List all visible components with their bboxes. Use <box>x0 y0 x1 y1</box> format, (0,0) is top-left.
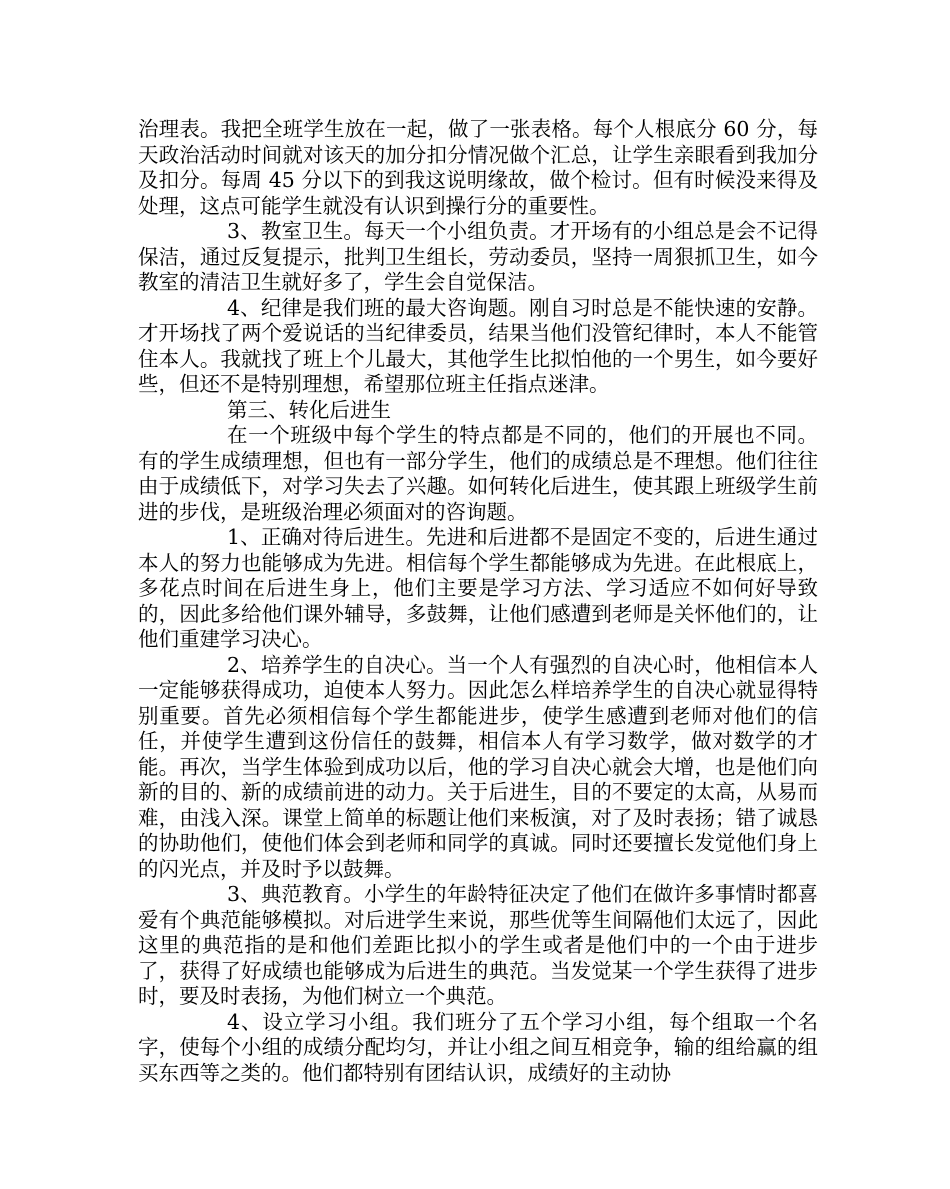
paragraph-text: 1、正确对待后进生。先进和后进都不是固定不变的，后进生通过本人的努力也能够成为先进。相信每个学生都能够成为先进。在此根底上，多花点时间在后进生身上，他们主要是学习方法、学习适应不如何好导致的，因此多给他们课外辅导，多鼓舞，让他们感遭到老师是关怀他们的，让他们重建学习决心。 <box>138 525 818 651</box>
document-page <box>138 117 818 1086</box>
paragraph-text: 3、典范教育。小学生的年龄特征决定了他们在做许多事情时都喜爱有个典范能够模拟。对后进学生来说，那些优等生间隔他们太远了，因此这里的典范指的是和他们差距比拟小的学生或者是他们中的一个由于进步了，获得了好成绩也能够成为后进生的典范。当发觉某一个学生获得了进步时，要及时表扬，为他们树立一个典范。 <box>138 882 818 1008</box>
paragraph-text: 治理表。我把全班学生放在一起，做了一张表格。每个人根底分 60 分，每天政治活动时间就对该天的加分扣分情况做个汇总，让学生亲眼看到我加分及扣分。每周 45 分以下的到我这说明缘故，做个检讨。但有时候没来得及处理，这点可能学生就没有认识到操行分的重要性。 <box>138 117 818 218</box>
paragraph-text: 2、培养学生的自决心。当一个人有强烈的自决心时，他相信本人一定能够获得成功，迫使本人努力。因此怎么样培养学生的自决心就显得特别重要。首先必须相信每个学生都能进步，使学生感遭到老师对他们的信任，并使学生遭到这份信任的鼓舞，相信本人有学习数学，做对数学的才能。再次，当学生体验到成功以后，他的学习自决心就会大增，也是他们向新的目的、新的成绩前进的动力。关于后进生，目的不要定的太高，从易而难，由浅入深。课堂上简单的标题让他们来板演，对了及时表扬；错了诚恳的协助他们，使他们体会到老师和同学的真诚。同时还要擅长发觉他们身上的闪光点，并及时予以鼓舞。 <box>138 652 818 881</box>
section-heading: 第三、转化后进生 <box>227 397 391 422</box>
paragraph-text: 3、教室卫生。每天一个小组负责。才开场有的小组总是会不记得保洁，通过反复提示，批判卫生组长，劳动委员，坚持一周狠抓卫生，如今教室的清洁卫生就好多了，学生会自觉保洁。 <box>138 219 818 294</box>
paragraph-text: 在一个班级中每个学生的特点都是不同的，他们的开展也不同。有的学生成绩理想，但也有一部分学生，他们的成绩总是不理想。他们往往由于成绩低下，对学习失去了兴趣。如何转化后进生，使其跟上班级学生前进的步伐，是班级治理必须面对的咨询题。 <box>138 423 818 524</box>
paragraph-text: 4、纪律是我们班的最大咨询题。刚自习时总是不能快速的安静。才开场找了两个爱说话的当纪律委员，结果当他们没管纪律时，本人不能管住本人。我就找了班上个儿最大，其他学生比拟怕他的一个男生，如今要好些，但还不是特别理想，希望那位班主任指点迷津。 <box>138 295 818 396</box>
paragraph-text: 4、设立学习小组。我们班分了五个学习小组，每个组取一个名字，使每个小组的成绩分配均匀，并让小组之间互相竞争，输的组给赢的组买东西等之类的。他们都特别有团结认识，成绩好的主动协 <box>138 1009 818 1085</box>
